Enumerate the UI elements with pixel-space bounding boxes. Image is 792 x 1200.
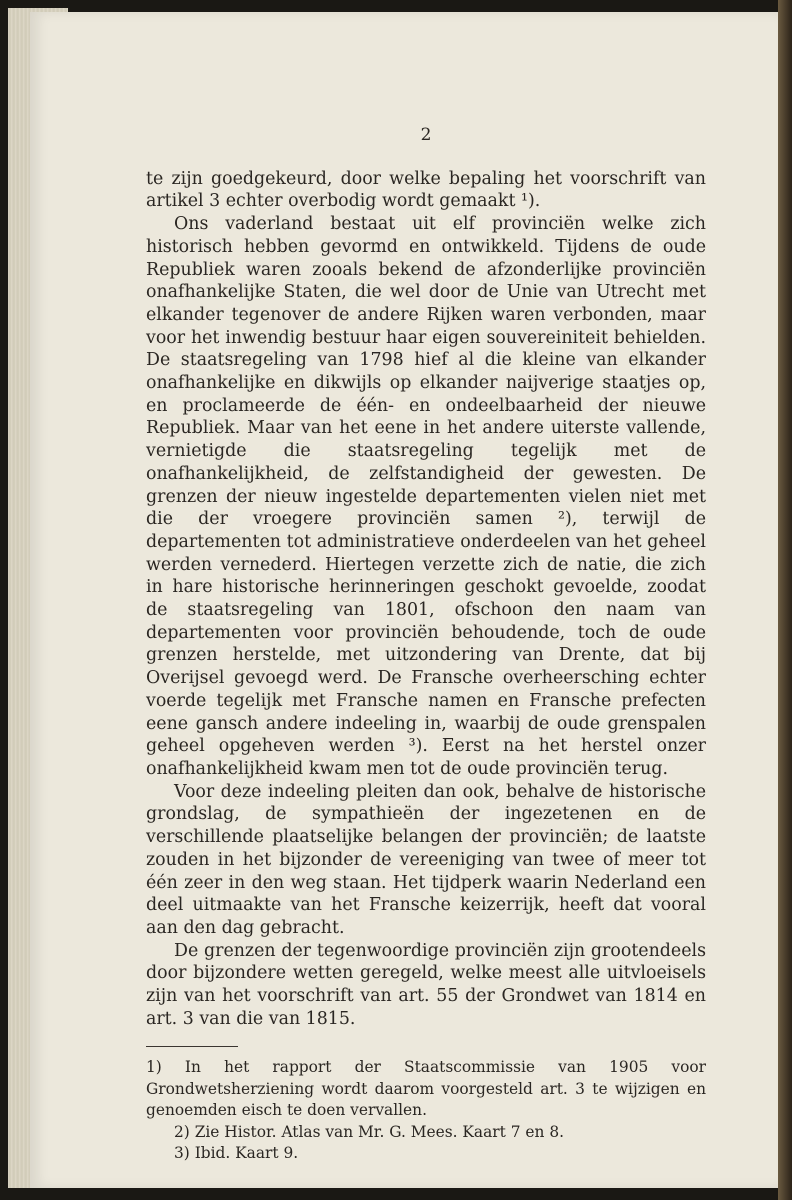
page-number: 2 — [420, 125, 432, 145]
footnote-1: 1) In het rapport der Staatscommissie van 1905 voor Grondwetsherziening wordt daarom voorgesteld art. 3 te wijzigen en genoemden eisch te doen vervallen. — [146, 1058, 706, 1120]
footnote-divider — [146, 1046, 238, 1047]
page-content — [146, 124, 706, 1165]
paragraph-arguments: Voor deze indeeling pleiten dan ook, behalve de historische grondslag, de sympathieën der ingezetenen en de verschillende plaatselijke belangen der provinciën; de laatste zouden in het bijzonder de vereeniging van twee of meer tot één zeer in den weg staan. Het tijdperk waarin Nederland een deel uitmaakte van het Fransche keizerrijk, heeft dat vooral aan den dag gebracht. — [146, 781, 706, 938]
footnote-3: 3) Ibid. Kaart 9. — [174, 1144, 299, 1163]
footnote-2: 2) Zie Histor. Atlas van Mr. G. Mees. Kaart 7 en 8. — [174, 1122, 565, 1141]
book-cover-edge — [778, 0, 792, 1200]
paragraph-continuation: te zijn goedgekeurd, door welke bepaling het voorschrift van artikel 3 echter overbodig wordt gemaakt ¹). — [146, 168, 706, 212]
paragraph-provinces-history: Ons vaderland bestaat uit elf provinciën welke zich historisch hebben gevormd en ontwikkeld. Tijdens de oude Republiek waren zooals bekend de afzonderlijke provinciën onafhankelijke Staten, die wel door de Unie van Utrecht met elkander tegenover de andere Rijken waren verbonden, maar voor het inwendig bestuur haar eigen souvereiniteit behielden. De staatsregeling van 1798 hief al die kleine van elkander onafhankelijke en dikwijls op elkander naijverige staatjes op, en proclameerde de één- en ondeelbaarheid der nieuwe Republiek. Maar van het eene in het andere uiterste vallende, vernietigde die staatsregeling tegelijk met de onafhankelijkheid, de zelfstandigheid der gewesten. De grenzen der nieuw ingestelde departementen vielen niet met die der vroegere provinciën samen ²), terwijl de departementen tot administratieve onderdeelen van het geheel werden vernederd. Hiertegen verzette zich de natie, die zich in hare historische herinneringen geschokt gevoelde, zoodat de staatsregeling van 1801, ofschoon den naam van departementen voor provinciën behoudende, toch de oude grenzen herstelde, met uitzondering van Drente, dat bij Overijsel gevoegd werd. De Fransche overheersching echter voerde tegelijk met Fransche namen en Fransche prefecten eene gansch andere indeeling in, waarbij de oude grenspalen geheel opgeheven werden ³). Eerst na het herstel onzer onafhankelijkheid kwam men tot de oude provinciën terug. — [146, 214, 706, 779]
paragraph-borders: De grenzen der tegenwoordige provinciën zijn grootendeels door bijzondere wetten geregeld, welke meest alle uitvloeisels zijn van het voorschrift van art. 55 der Grondwet van 1814 en art. 3 van die van 1815. — [146, 940, 706, 1029]
